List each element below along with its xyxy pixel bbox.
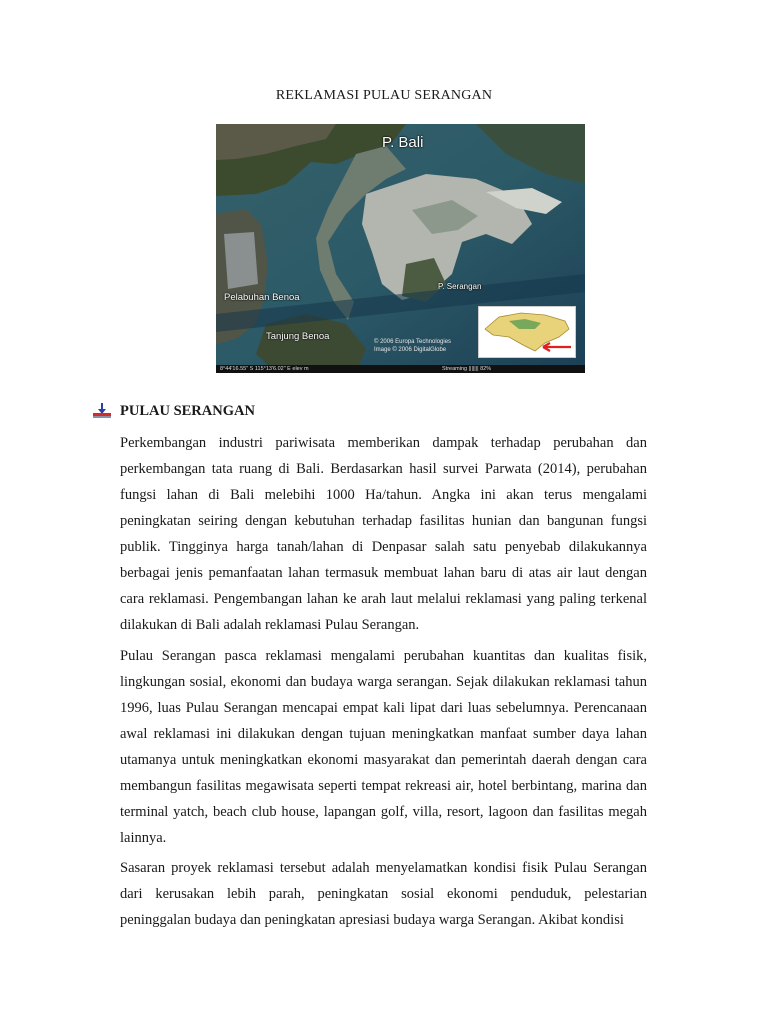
paragraph-2: Pulau Serangan pasca reklamasi mengalami perubahan kuantitas dan kualitas fisik, lingkungan sosial, ekonomi dan budaya warga serangan. Sejak dilakukan reklamasi tahun 1996, luas Pulau Serangan mencapai empat kali lipat dari luas sebelumnya. Perencanaan awal reklamasi ini dilakukan dengan tujuan meningkatkan manfaat sumber daya lahan utamanya untuk meningkatkan ekonomi masyarakat dan pemerintah daerah dengan cara membangun fasilitas megawisata seperti tempat rekreasi air, hotel berbintang, marina dan terminal yatch, beach club house, lapangan golf, villa, resort, lagoon dan fasilitas megah lainnya.: [120, 648, 647, 846]
status-streaming: Streaming ||||||| 82%: [442, 366, 492, 372]
inset-locator-map: [478, 306, 576, 358]
map-label-pelabuhan-benoa: Pelabuhan Benoa: [224, 292, 300, 303]
credit-line-digitalglobe: Image © 2006 DigitalGlobe: [374, 347, 447, 353]
status-coordinates: 8°44'16.55" S 115°13'6.02" E elev m: [220, 366, 309, 372]
section-heading: PULAU SERANGAN: [120, 402, 255, 419]
locator-arrow-icon: [543, 343, 571, 351]
credit-line-europa: © 2006 Europa Technologies: [374, 339, 452, 345]
image-credit: [374, 338, 451, 354]
page-title: REKLAMASI PULAU SERANGAN: [275, 88, 493, 103]
map-label-serangan: P. Serangan: [438, 282, 482, 291]
map-status-bar: [216, 365, 585, 373]
bali-island-outline: [479, 307, 575, 357]
paragraph-1: Perkembangan industri pariwisata memberikan dampak terhadap perubahan dan perkembangan tata ruang di Bali. Berdasarkan hasil survei Parwata (2014), perubahan fungsi lahan di Bali melebihi 1000 Ha/tahun. Angka ini akan terus mengalami peningkatan seiring dengan kebutuhan terhadap fasilitas hunian dan bangunan fungsi publik. Tingginya harga tanah/lahan di Denpasar salah satu penyebab dilakukannya berbagai jenis pemanfaatan lahan termasuk membuat lahan baru di atas air laut dengan cara reklamasi. Pengembangan lahan ke arah laut melalui reklamasi yang paling terkenal dilakukan di Bali adalah reklamasi Pulau Serangan.: [120, 435, 647, 633]
map-label-bali: P. Bali: [382, 134, 424, 151]
bullet-arrow-icon: [92, 402, 112, 420]
satellite-image: [216, 124, 585, 373]
section-heading-row: [92, 401, 255, 421]
map-label-tanjung-benoa: Tanjung Benoa: [266, 331, 330, 342]
paragraph-3: Sasaran proyek reklamasi tersebut adalah menyelamatkan kondisi fisik Pulau Serangan dari kerusakan lebih parah, peningkatan sosial ekonomi penduduk, pelestarian peninggalan budaya dan peningkatan apresiasi budaya warga Serangan. Akibat kondisi: [120, 860, 647, 928]
